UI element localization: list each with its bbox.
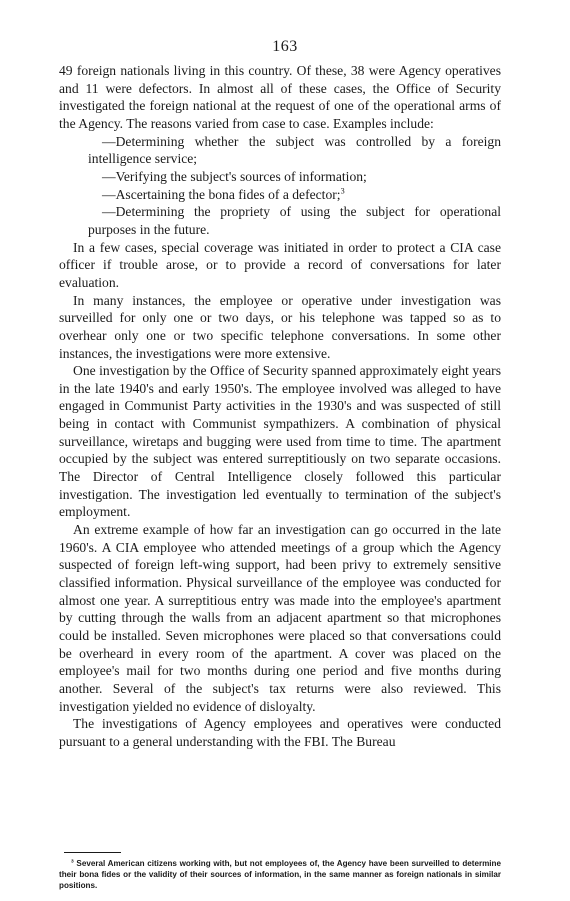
page-number: 163 — [272, 38, 298, 55]
list-item — [59, 186, 501, 204]
list-item-text: —Ascertaining the bona fides of a defector; — [102, 186, 341, 202]
paragraph: In many instances, the employee or operative under investigation was surveilled for only one or two days, or his telephone was tapped so as to overhear only one or two specific telephone conversations. In some other instances, the investigations were more extensive. — [59, 292, 501, 361]
paragraph: 49 foreign nationals living in this country. Of these, 38 were Agency operatives and 11 were defectors. In almost all of these cases, the Office of Security investigated the foreign national at the request of one of the operational arms of the Agency. The reasons varied from case to case. Examples include: — [59, 63, 501, 131]
body-text — [59, 62, 501, 751]
list-item: —Verifying the subject's sources of information; — [102, 168, 367, 184]
footnote-reference: 3 — [340, 186, 345, 196]
paragraph: One investigation by the Office of Security spanned approximately eight years in the late 1940's and early 1950's. The employee involved was alleged to have engaged in Communist Party activities in the 1930's and was suspected of still being in contact with Communist sympathizers. A combination of physical surveillance, wiretaps and bugging were used from time to time. The apartment occupied by the subject was entered surreptitiously on two separate occasions. The Director of Central Intelligence closely followed this particular investigation. The investigation led eventually to termination of the subject's employment. — [59, 363, 501, 520]
list-item: —Determining whether the subject was controlled by a foreign intelligence service; — [88, 133, 501, 167]
footnote-mark: 3 — [71, 859, 74, 865]
paragraph: An extreme example of how far an investigation can go occurred in the late 1960's. A CIA employee who attended meetings of a group which the Agency suspected of foreign left-wing support, had been privy to extremely sensitive classified information. Physical surveillance of the employee was conducted for almost one year. A surreptitious entry was made into the employee's apartment by cutting through the walls from an adjacent apartment so that microphones could be installed. Seven microphones were placed so that conversations could be overheard in every room of the apartment. A cover was placed on the employee's mail for two months during one period and five months during another. Several of the subject's tax returns were also reviewed. This investigation yielded no evidence of disloyalty. — [59, 522, 501, 714]
paragraph: In a few cases, special coverage was initiated in order to protect a CIA case officer if trouble arose, or to provide a record of conversations for later evaluation. — [59, 239, 501, 290]
paragraph: The investigations of Agency employees and operatives were conducted pursuant to a general understanding with the FBI. The Bureau — [59, 716, 501, 749]
footnote — [59, 858, 501, 891]
footnote-text: Several American citizens working with, but not employees of, the Agency have been surveilled to determine their bona fides or the validity of their sources of information, in the same manner as foreign nationals in similar positions. — [59, 859, 501, 890]
list-item: —Determining the propriety of using the subject for operational purposes in the future. — [88, 204, 501, 237]
footnote-divider — [64, 852, 121, 853]
